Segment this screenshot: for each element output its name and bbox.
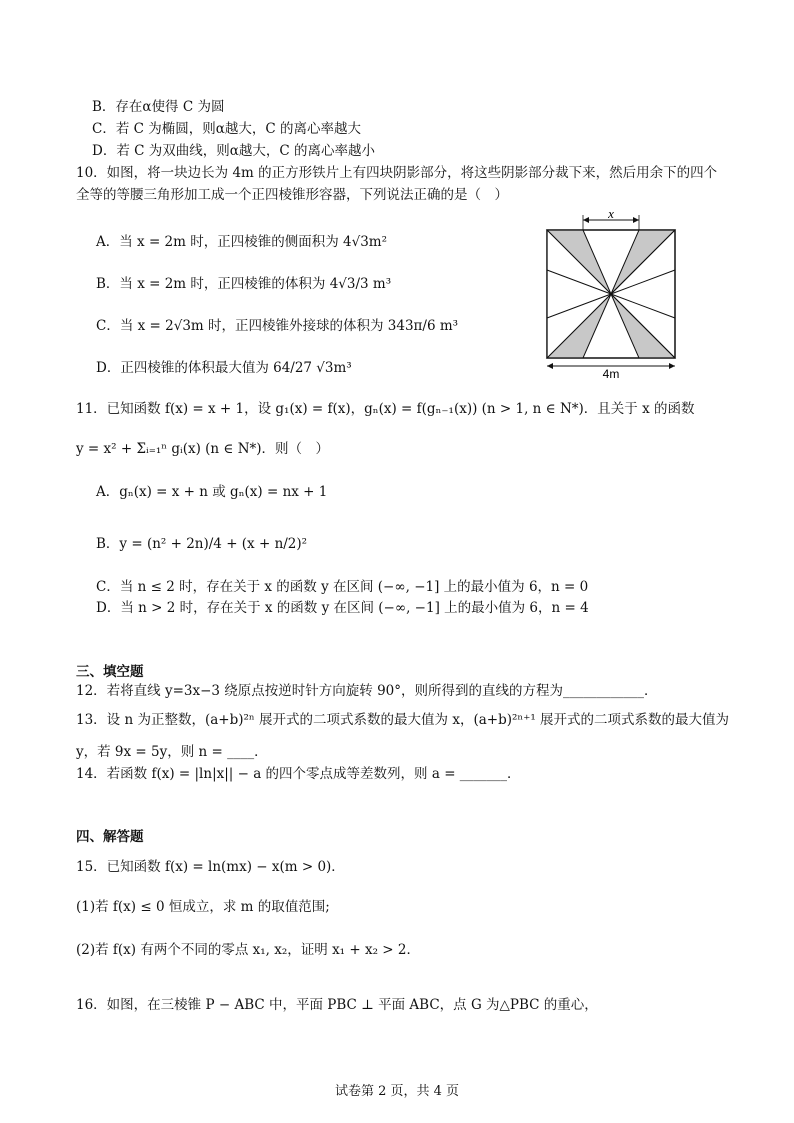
q11-option-b: B．y = (n² + 2n)/4 + (x + n/2)²	[96, 536, 308, 552]
section-three-heading: 三、填空题	[76, 664, 144, 680]
q16-stem: 16．如图，在三棱锥 P − ABC 中，平面 PBC ⊥ 平面 ABC，点 G 为△PBC 的重心，	[76, 997, 598, 1013]
q9-option-d: D．若 C 为双曲线，则α越大，C 的离心率越小	[92, 143, 375, 159]
q14-text: 14．若函数 f(x) = |ln|x|| − a 的四个零点成等差数列，则 a = _______．	[76, 766, 521, 782]
q11-option-c: C．当 n ≤ 2 时，存在关于 x 的函数 y 在区间 (−∞, −1] 上的最小值为 6，n = 0	[96, 579, 589, 595]
square-cutout-figure	[543, 210, 679, 380]
page-footer: 试卷第 2 页，共 4 页	[334, 1084, 460, 1099]
q10-option-b: B．当 x = 2m 时，正四棱锥的体积为 4√3/3 m³	[96, 276, 392, 292]
q15-part2: (2)若 f(x) 有两个不同的零点 x₁, x₂，证明 x₁ + x₂ > 2．	[76, 942, 420, 958]
q10-option-c: C．当 x = 2√3m 时，正四棱锥外接球的体积为 343π/6 m³	[96, 318, 459, 334]
q9-option-c: C．若 C 为椭圆，则α越大，C 的离心率越大	[92, 121, 361, 137]
q10-stem-line2: 全等的等腰三角形加工成一个正四棱锥形容器，下列说法正确的是（ ）	[76, 187, 508, 203]
q13-line1: 13．设 n 为正整数，(a+b)²ⁿ 展开式的二项式系数的最大值为 x，(a+b)²ⁿ⁺¹ 展开式的二项式系数的最大值为	[76, 712, 730, 728]
q11-stem-line2: y = x² + Σᵢ₌₁ⁿ gᵢ(x) (n ∈ N*)．则（ ）	[76, 441, 330, 457]
section-four-heading: 四、解答题	[76, 829, 144, 845]
figure-bottom-label: 4m	[602, 367, 620, 380]
q10-option-d: D．正四棱锥的体积最大值为 64/27 √3m³	[96, 360, 352, 376]
figure-shapes	[547, 215, 675, 369]
q11-stem-line1: 11．已知函数 f(x) = x + 1，设 g₁(x) = f(x)，gₙ(x) = f(gₙ₋₁(x)) (n > 1, n ∈ N*)．且关于 x 的函数	[76, 401, 695, 417]
q12-text: 12．若将直线 y=3x−3 绕原点按逆时针方向旋转 90°，则所得到的直线的方程为____________．	[76, 683, 658, 699]
q13-line2: y，若 9x = 5y，则 n = ____．	[76, 744, 268, 760]
q11-option-d: D．当 n > 2 时，存在关于 x 的函数 y 在区间 (−∞, −1] 上的最小值为 6，n = 4	[96, 600, 589, 616]
q9-option-b: B．存在α使得 C 为圆	[92, 99, 225, 115]
q15-part1: (1)若 f(x) ≤ 0 恒成立，求 m 的取值范围;	[76, 899, 330, 915]
q15-stem: 15．已知函数 f(x) = ln(mx) − x(m > 0)．	[76, 859, 345, 875]
q10-option-a: A．当 x = 2m 时，正四棱锥的侧面积为 4√3m²	[96, 234, 388, 250]
figure-top-label: x	[608, 210, 614, 221]
q10-stem-line1: 10．如图，将一块边长为 4m 的正方形铁片上有四块阴影部分，将这些阴影部分裁下来，然后用余下的四个	[76, 165, 718, 181]
q11-option-a: A．gₙ(x) = x + n 或 gₙ(x) = nx + 1	[96, 484, 328, 500]
